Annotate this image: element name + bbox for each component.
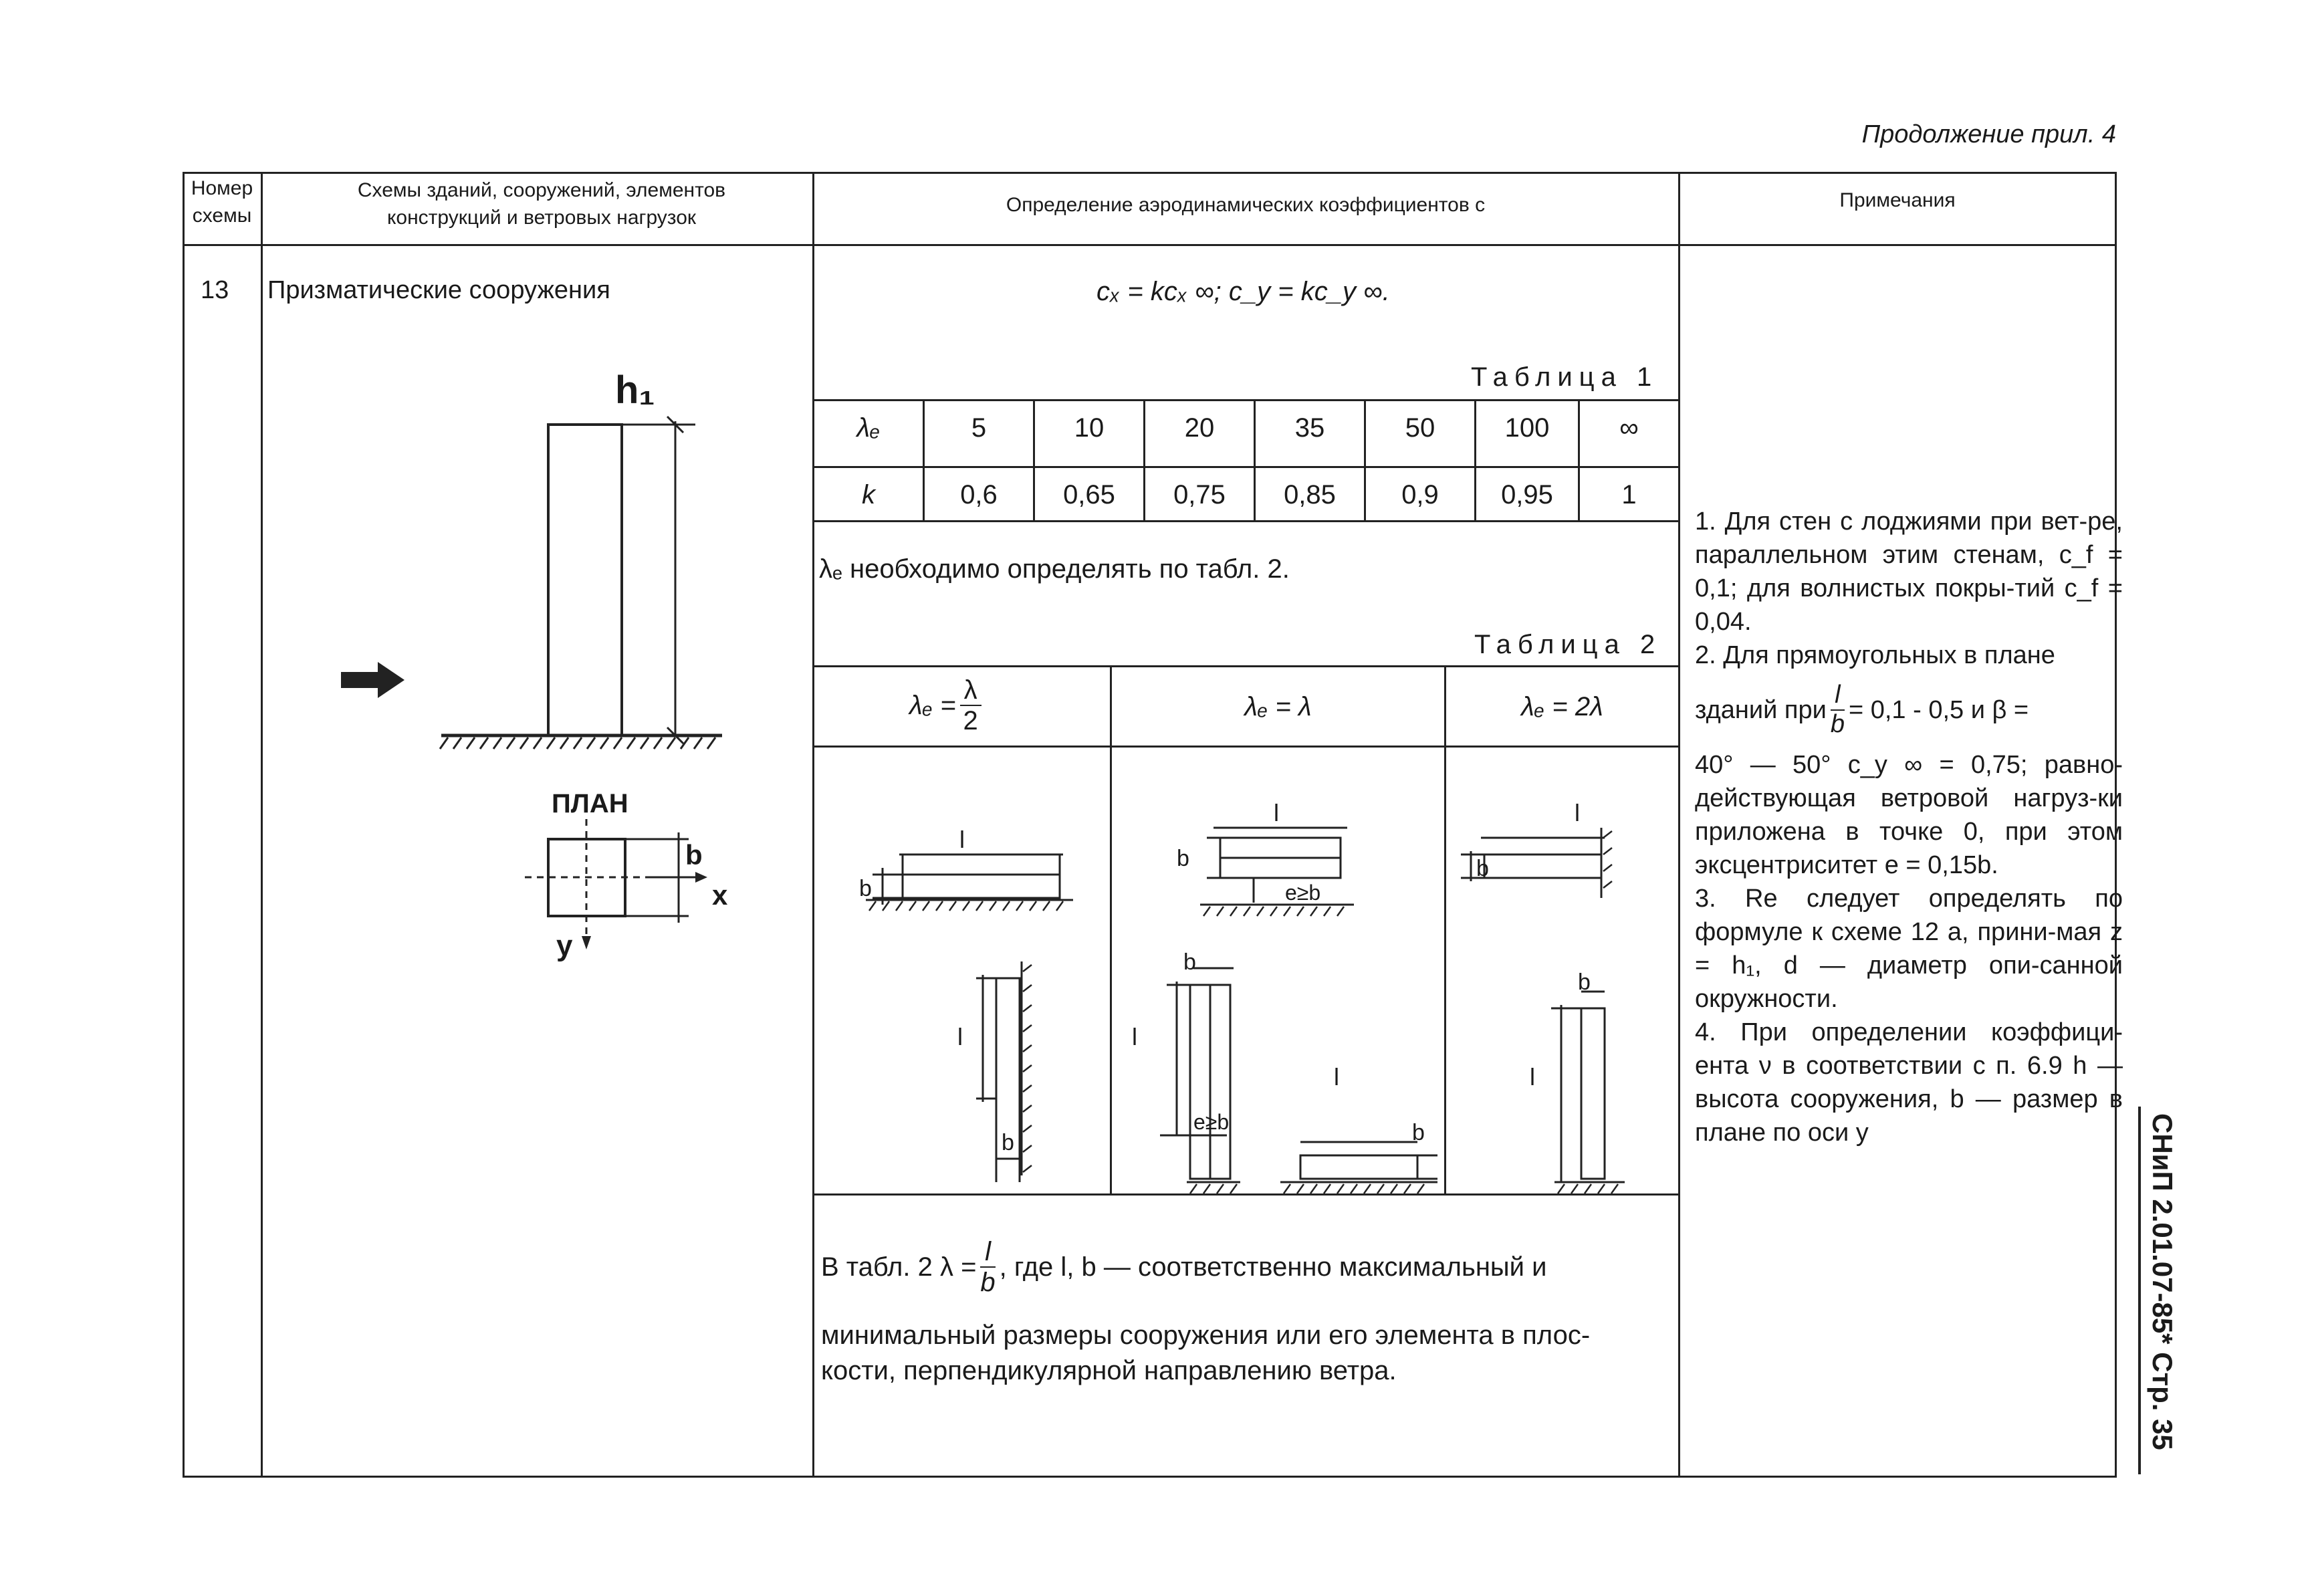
- header-coefficients: Определение аэродинамических коэффициентов c: [1006, 194, 1486, 216]
- t2-col1-den: 2: [963, 706, 978, 735]
- t2-c2-l-label-low: l: [1334, 1063, 1339, 1091]
- note-3: 3. Re следует определять по формуле к схеме 12 а, прини-мая z = h₁, d — диаметр опи-санной окружности.: [1695, 884, 2123, 1013]
- t1-k-cell: 1: [1621, 480, 1637, 509]
- bottom-frac-den: b: [980, 1268, 996, 1297]
- t1-k-cell: 0,75: [1173, 480, 1226, 509]
- t1-lambda-cell: 10: [1074, 413, 1105, 443]
- plan-b-label: b: [685, 839, 703, 871]
- t1-lambda-cell: 50: [1405, 413, 1435, 443]
- header-schemes: Схемы зданий, сооружений, элементов конструкций и ветровых нагрузок: [357, 179, 726, 229]
- scheme-number: 13: [201, 276, 229, 304]
- t2-c2-b-label-v: b: [1183, 949, 1196, 975]
- plan-label: ПЛАН: [552, 789, 628, 818]
- t2-c3-b-label-v: b: [1578, 970, 1591, 995]
- t1-line-mid: [812, 466, 1680, 468]
- t2-c2-l-label: l: [1274, 799, 1279, 826]
- note-2b-num: l: [1831, 681, 1845, 711]
- t2-c2-b-label: b: [1177, 846, 1189, 871]
- t1-k-cell: 0,6: [960, 480, 998, 509]
- t1-lambda-cell: 35: [1294, 413, 1325, 443]
- t2-col1-fraction: [960, 675, 981, 735]
- t2-line-top: [812, 665, 1680, 667]
- notes-column: [1695, 505, 2123, 1149]
- t2-c3-l-label-v: l: [1530, 1063, 1535, 1091]
- note-2c: 40° — 50° c_y ∞ = 0,75; равно-действующая ветровой нагруз-ки приложена в точке 0, при этом эксцентриситет e = 0,15b.: [1695, 750, 2123, 879]
- header-notes: Примечания: [1839, 189, 1956, 211]
- t1-lambda-cell: 5: [971, 413, 987, 443]
- t2-header-col1: [909, 675, 986, 735]
- bottom-text-fraction: [980, 1237, 995, 1297]
- t1-row-label-k: k: [862, 480, 875, 509]
- bottom-frac-num: l: [980, 1237, 995, 1268]
- sidebar-rule: [2138, 1107, 2141, 1474]
- note-2b: [1695, 681, 2123, 739]
- t1-k-cell: 0,65: [1063, 480, 1115, 509]
- main-formula: cₓ = kcₓ ∞; c_y = kc_y ∞.: [1096, 277, 1390, 306]
- t2-c1-l-label-v: l: [957, 1023, 963, 1050]
- t1-row-label-lambda: λₑ: [856, 413, 881, 443]
- note-2b-fraction: [1831, 681, 1845, 739]
- t1-k-cell: 0,85: [1284, 480, 1336, 509]
- bottom-text-line3: кости, перпендикулярной направлению ветра.: [821, 1356, 1397, 1385]
- t1-line-bottom: [812, 520, 1680, 522]
- t2-c2-b-label-low: b: [1412, 1120, 1425, 1145]
- sidebar-document-code: СНиП 2.01.07-85* Стр. 35: [2147, 1113, 2178, 1450]
- t2-header-col3: λₑ = 2λ: [1521, 692, 1603, 721]
- t2-c1-l-label: l: [959, 826, 965, 853]
- t2-col1-num: λ: [960, 675, 981, 706]
- t1-lambda-cell: ∞: [1619, 413, 1639, 443]
- bottom-text-part2: , где l, b — соответственно максимальный и: [999, 1252, 1547, 1282]
- scheme-title: Призматические сооружения: [267, 276, 610, 304]
- t2-c1-b-label: b: [859, 876, 872, 901]
- note-1: 1. Для стен с лоджиями при вет-ре, параллельном этим стенам, c_f = 0,1; для волнистых покры-тий c_f = 0,04.: [1695, 507, 2123, 636]
- note-2b-pre: зданий при: [1695, 695, 1827, 724]
- note-4: 4. При определении коэффици-ента ν в соответствии с п. 6.9 h — высота сооружения, b — размер в плане по оси y: [1695, 1018, 2123, 1147]
- continuation-label: Продолжение прил. 4: [1861, 120, 2116, 148]
- note-2b-post: = 0,1 - 0,5 и β =: [1848, 695, 2029, 724]
- plan-x-label: x: [712, 879, 728, 911]
- t1-line-top: [812, 399, 1680, 401]
- t1-lambda-cell: 100: [1504, 413, 1550, 443]
- t1-lambda-cell: 20: [1184, 413, 1215, 443]
- note-2a: 2. Для прямоугольных в плане: [1695, 641, 2055, 669]
- building-scheme-diagram: [261, 374, 809, 1016]
- table1-note: λₑ необходимо определять по табл. 2.: [819, 554, 1290, 584]
- t2-line-bottom: [812, 1193, 1680, 1195]
- bottom-text-part1: В табл. 2 λ =: [821, 1252, 977, 1282]
- table1-title: Таблица 1: [1471, 362, 1659, 392]
- t1-k-cell: 0,95: [1501, 480, 1553, 509]
- t2-col1-lhs: λₑ =: [909, 690, 956, 720]
- bottom-text-line2: минимальный размеры сооружения или его элемента в плос-: [821, 1321, 1591, 1350]
- h1-label: h₁: [615, 368, 655, 412]
- t1-k-cell: 0,9: [1401, 480, 1439, 509]
- header-divider: [183, 244, 2117, 246]
- t2-c2-l-label-v: l: [1132, 1023, 1137, 1050]
- t2-c3-l-label: l: [1575, 799, 1580, 826]
- t2-c3-b-label: b: [1476, 856, 1489, 881]
- t2-c1-b-label-v: b: [1002, 1130, 1014, 1155]
- table2-diagrams: [812, 748, 1680, 1192]
- t2-c2-e-label-v: e≥b: [1193, 1110, 1230, 1134]
- plan-y-label: y: [556, 929, 573, 962]
- header-number: Номер схемы: [191, 177, 253, 227]
- note-2b-den: b: [1830, 709, 1845, 738]
- bottom-text-line1: [821, 1237, 1673, 1297]
- t2-c2-e-label: e≥b: [1285, 881, 1321, 905]
- table2-title: Таблица 2: [1474, 630, 1662, 659]
- t2-header-col2: λₑ = λ: [1244, 692, 1312, 721]
